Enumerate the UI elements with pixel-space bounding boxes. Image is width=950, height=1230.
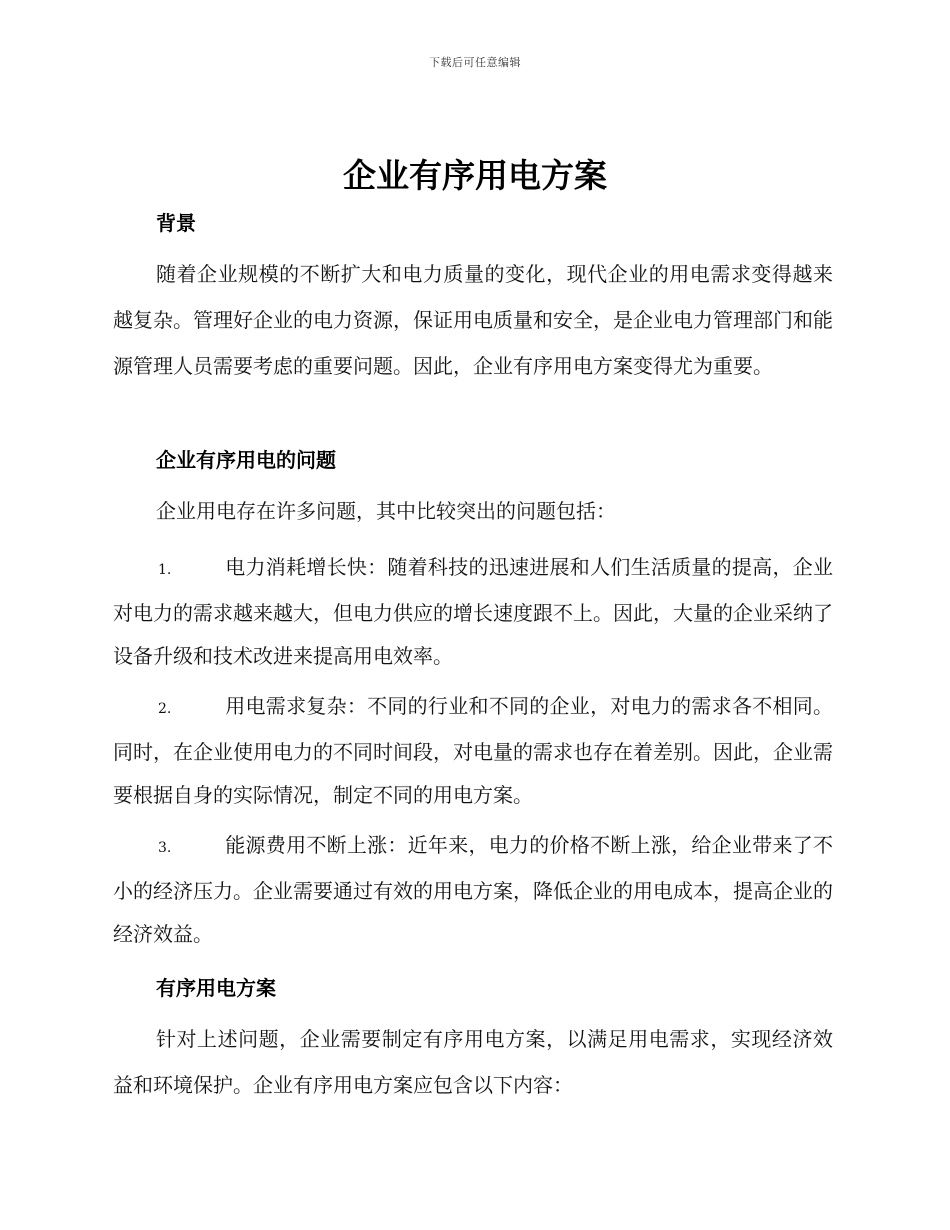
- section-heading-background: 背景: [156, 211, 196, 235]
- list-item-text: 用电需求复杂：不同的行业和不同的企业，对电力的需求各不相同。同时，在企业使用电力的不同时间段，对电量的需求也存在着差别。因此，企业需要根据自身的实际情况，制定不同的用电方案。: [113, 694, 833, 807]
- list-item-text: 电力消耗增长快：随着科技的迅速进展和人们生活质量的提高，企业对电力的需求越来越大，但电力供应的增长速度跟不上。因此，大量的企业采纳了设备升级和技术改进来提高用电效率。: [113, 555, 833, 668]
- section-heading-problems: 企业有序用电的问题: [156, 448, 336, 472]
- list-item: [113, 824, 833, 956]
- problems-intro-paragraph: 企业用电存在许多问题，其中比较突出的问题包括：: [156, 499, 616, 523]
- document-title: 企业有序用电方案: [343, 156, 607, 195]
- list-item: [113, 546, 833, 678]
- list-item: [113, 685, 833, 817]
- list-item-number: 2.: [158, 701, 172, 717]
- section-heading-plan: 有序用电方案: [156, 976, 276, 1000]
- list-item-text: 能源费用不断上涨：近年来，电力的价格不断上涨，给企业带来了不小的经济压力。企业需要通过有效的用电方案，降低企业的用电成本，提高企业的经济效益。: [113, 833, 833, 946]
- page-header-note: 下载后可任意编辑: [429, 56, 521, 69]
- plan-paragraph: 针对上述问题，企业需要制定有序用电方案，以满足用电需求，实现经济效益和环境保护。企业有序用电方案应包含以下内容：: [113, 1027, 833, 1097]
- background-paragraph: 随着企业规模的不断扩大和电力质量的变化，现代企业的用电需求变得越来越复杂。管理好企业的电力资源，保证用电质量和安全，是企业电力管理部门和能源管理人员需要考虑的重要问题。因此，企业有序用电方案变得尤为重要。: [113, 262, 833, 378]
- list-item-number: 1.: [158, 562, 172, 578]
- list-item-number: 3.: [158, 840, 172, 856]
